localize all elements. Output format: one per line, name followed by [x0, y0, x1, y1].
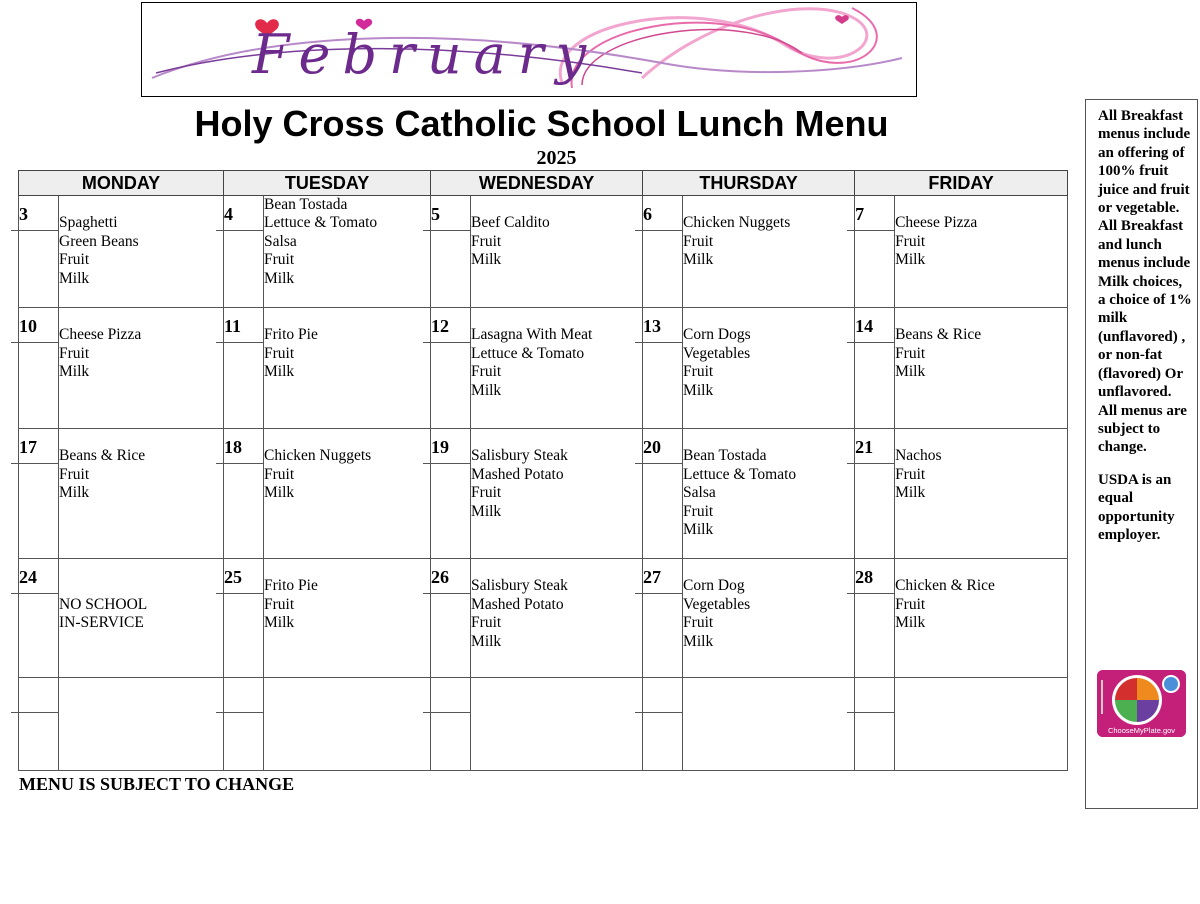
lunch-menu-calendar: [18, 170, 1068, 771]
weekday-header: WEDNESDAY: [431, 171, 643, 196]
day-number-cell: [643, 429, 683, 559]
day-number: 18: [216, 429, 263, 464]
day-number: 3: [11, 196, 58, 231]
heart-icon: [835, 15, 849, 24]
menu-item: Milk: [895, 484, 926, 502]
menu-item: Milk: [471, 502, 502, 520]
menu-item: Cheese Pizza: [895, 214, 978, 232]
menu-item: Lettuce & Tomato: [471, 344, 585, 362]
day-number-cell: [431, 678, 471, 771]
menu-items-cell: [895, 678, 1068, 771]
myplate-icon: [1097, 670, 1186, 737]
menu-item: Fruit: [59, 465, 90, 483]
menu-item: Nachos: [895, 447, 942, 465]
weekday-header: MONDAY: [19, 171, 224, 196]
menu-items-cell: [471, 308, 643, 429]
menu-item: Fruit: [264, 465, 295, 483]
menu-item: Milk: [895, 614, 926, 632]
menu-item: Fruit: [683, 502, 714, 520]
menu-item: Chicken Nuggets: [264, 447, 372, 465]
menu-item: Fruit: [264, 251, 295, 269]
menu-items-cell: [59, 196, 224, 308]
menu-item: Green Beans: [59, 232, 139, 250]
menu-item: [895, 559, 1067, 577]
menu-item: [683, 559, 854, 577]
day-number-cell: [431, 429, 471, 559]
menu-items-cell: [683, 196, 855, 308]
menu-item: Frito Pie: [264, 326, 318, 344]
menu-item: Fruit: [264, 595, 295, 613]
menu-items-cell: [59, 429, 224, 559]
week-row: [19, 429, 1068, 559]
menu-item: Fruit: [895, 595, 926, 613]
day-number-cell: [19, 429, 59, 559]
menu-items-cell: [683, 429, 855, 559]
menu-items-cell: [264, 308, 431, 429]
day-number-cell: [224, 196, 264, 308]
menu-item: [471, 559, 642, 577]
day-number: 6: [635, 196, 682, 231]
menu-item: Beans & Rice: [59, 447, 146, 465]
day-number: 4: [216, 196, 263, 231]
menu-items-cell: [264, 678, 431, 771]
menu-item: Milk: [264, 269, 295, 287]
menu-item: Bean Tostada: [264, 196, 348, 213]
menu-item: Fruit: [895, 232, 926, 250]
menu-item: Milk: [264, 363, 295, 381]
february-banner: [141, 2, 917, 97]
menu-item: [683, 429, 854, 447]
menu-item: IN-SERVICE: [59, 614, 144, 632]
day-number-cell: [431, 308, 471, 429]
calendar-body: [19, 196, 1068, 771]
menu-item: Milk: [895, 251, 926, 269]
menu-item: Fruit: [683, 232, 714, 250]
menu-item: Fruit: [59, 344, 90, 362]
day-number: [423, 678, 470, 713]
menu-item: Fruit: [264, 344, 295, 362]
day-number: 7: [847, 196, 894, 231]
day-number-cell: [19, 559, 59, 678]
menu-item: [59, 429, 223, 447]
week-row: [19, 196, 1068, 308]
menu-item: Beef Caldito: [471, 214, 550, 232]
menu-item: Milk: [59, 484, 90, 502]
menu-item: Fruit: [895, 344, 926, 362]
menu-item: [264, 308, 430, 326]
menu-item: [683, 196, 854, 214]
menu-item: Beans & Rice: [895, 326, 982, 344]
menu-item: Milk: [59, 363, 90, 381]
day-number: 25: [216, 559, 263, 594]
menu-item: [59, 196, 223, 214]
day-number: 10: [11, 308, 58, 343]
day-number-cell: [643, 678, 683, 771]
day-number: 27: [635, 559, 682, 594]
menu-item: Fruit: [471, 232, 502, 250]
menu-item: Fruit: [59, 251, 90, 269]
menu-item: Frito Pie: [264, 577, 318, 595]
menu-item: Mashed Potato: [471, 465, 564, 483]
menu-item: Fruit: [895, 465, 926, 483]
day-number: 12: [423, 308, 470, 343]
day-number-cell: [431, 559, 471, 678]
menu-items-cell: [59, 559, 224, 678]
day-number-cell: [224, 678, 264, 771]
day-number: 14: [847, 308, 894, 343]
day-number-cell: [855, 308, 895, 429]
menu-items-cell: [895, 559, 1068, 678]
myplate-url: ChooseMyPlate.gov: [1107, 726, 1176, 735]
day-number: 19: [423, 429, 470, 464]
menu-items-cell: [264, 429, 431, 559]
menu-item: Chicken Nuggets: [683, 214, 791, 232]
menu-items-cell: [471, 559, 643, 678]
menu-items-cell: [471, 429, 643, 559]
menu-item: Milk: [471, 251, 502, 269]
day-number: 11: [216, 308, 263, 343]
menu-item: Milk: [471, 632, 502, 650]
menu-items-cell: [895, 196, 1068, 308]
menu-item: Salisbury Steak: [471, 447, 568, 465]
day-number-cell: [19, 196, 59, 308]
week-row: [19, 678, 1068, 771]
banner-text: February: [252, 23, 599, 86]
week-row: [19, 559, 1068, 678]
day-number-cell: [19, 308, 59, 429]
day-number: [216, 678, 263, 713]
menu-item: Lasagna With Meat: [471, 326, 593, 344]
menu-item: NO SCHOOL: [59, 595, 148, 613]
day-number: 5: [423, 196, 470, 231]
day-number-cell: [643, 196, 683, 308]
menu-item: Fruit: [471, 363, 502, 381]
menu-item: Vegetables: [683, 595, 751, 613]
sidebar-paragraph: USDA is an equal opportunity employer.: [1098, 471, 1175, 543]
menu-item: Chicken & Rice: [895, 577, 995, 595]
menu-items-cell: [683, 308, 855, 429]
menu-item: Fruit: [683, 614, 714, 632]
menu-item: [471, 429, 642, 447]
day-number: 24: [11, 559, 58, 594]
menu-item: [895, 308, 1067, 326]
day-number-cell: [643, 559, 683, 678]
menu-item: [895, 196, 1067, 214]
day-number: 17: [11, 429, 58, 464]
day-number: 20: [635, 429, 682, 464]
subject-to-change-note: MENU IS SUBJECT TO CHANGE: [19, 774, 295, 794]
day-number-cell: [224, 429, 264, 559]
menu-item: [59, 577, 223, 595]
day-number: 13: [635, 308, 682, 343]
menu-items-cell: [59, 678, 224, 771]
menu-item: Milk: [59, 269, 90, 287]
menu-item: Salisbury Steak: [471, 577, 568, 595]
day-number: [635, 678, 682, 713]
menu-item: Milk: [264, 614, 295, 632]
menu-item: [895, 429, 1067, 447]
menu-item: Mashed Potato: [471, 595, 564, 613]
menu-items-cell: [471, 678, 643, 771]
heart-swirl-graphic: [142, 3, 917, 97]
menu-items-cell: [683, 678, 855, 771]
menu-item: Milk: [683, 632, 714, 650]
menu-items-cell: [895, 308, 1068, 429]
menu-item: Fruit: [471, 614, 502, 632]
menu-item: Milk: [264, 484, 295, 502]
menu-items-cell: [895, 429, 1068, 559]
weekday-header: TUESDAY: [224, 171, 431, 196]
day-number: 26: [423, 559, 470, 594]
menu-items-cell: [683, 559, 855, 678]
weekday-header: THURSDAY: [643, 171, 855, 196]
menu-item: [59, 308, 223, 326]
menu-item: [264, 559, 430, 577]
year-label: 2025: [536, 147, 577, 169]
day-number-cell: [224, 308, 264, 429]
menu-item: Salsa: [264, 232, 297, 250]
day-number: 28: [847, 559, 894, 594]
day-number-cell: [855, 559, 895, 678]
week-row: [19, 308, 1068, 429]
menu-item: Fruit: [471, 484, 502, 502]
myplate-logo: [1097, 670, 1186, 737]
menu-item: Cheese Pizza: [59, 326, 142, 344]
menu-item: Fruit: [683, 363, 714, 381]
menu-item: Corn Dog: [683, 577, 745, 595]
weekday-header: FRIDAY: [855, 171, 1068, 196]
day-number-cell: [19, 678, 59, 771]
menu-item: [471, 196, 642, 214]
day-number: [11, 678, 58, 713]
menu-item: Corn Dogs: [683, 326, 751, 344]
menu-items-cell: [59, 308, 224, 429]
page-title: Holy Cross Catholic School Lunch Menu: [194, 103, 889, 144]
menu-item: Salsa: [683, 484, 716, 502]
menu-item: Vegetables: [683, 344, 751, 362]
day-number: 21: [847, 429, 894, 464]
menu-items-cell: [264, 196, 431, 308]
weekday-header-row: [19, 171, 1068, 196]
day-number-cell: [224, 559, 264, 678]
menu-item: Lettuce & Tomato: [264, 214, 378, 232]
menu-item: [264, 429, 430, 447]
day-number: [847, 678, 894, 713]
day-number-cell: [855, 196, 895, 308]
day-number-cell: [431, 196, 471, 308]
menu-item: Milk: [471, 381, 502, 399]
menu-item: [59, 559, 223, 577]
menu-item: [471, 308, 642, 326]
menu-item: Spaghetti: [59, 214, 118, 232]
menu-items-cell: [264, 559, 431, 678]
menu-items-cell: [471, 196, 643, 308]
menu-item: [683, 308, 854, 326]
menu-item: Milk: [683, 251, 714, 269]
menu-item: Bean Tostada: [683, 447, 767, 465]
menu-item: Milk: [683, 521, 714, 539]
sidebar-paragraph: All Breakfast menus include an offering of 100% fruit juice and fruit or vegetable. All Breakfast and lunch menus include Milk choices, a choice of 1% milk (unflavored) , or non-fat (flavored) Or unflavored. All menus are subject to change.: [1098, 108, 1192, 456]
day-number-cell: [855, 429, 895, 559]
day-number-cell: [855, 678, 895, 771]
menu-item: Milk: [895, 363, 926, 381]
day-number-cell: [643, 308, 683, 429]
menu-item: Milk: [683, 381, 714, 399]
menu-item: Lettuce & Tomato: [683, 465, 797, 483]
